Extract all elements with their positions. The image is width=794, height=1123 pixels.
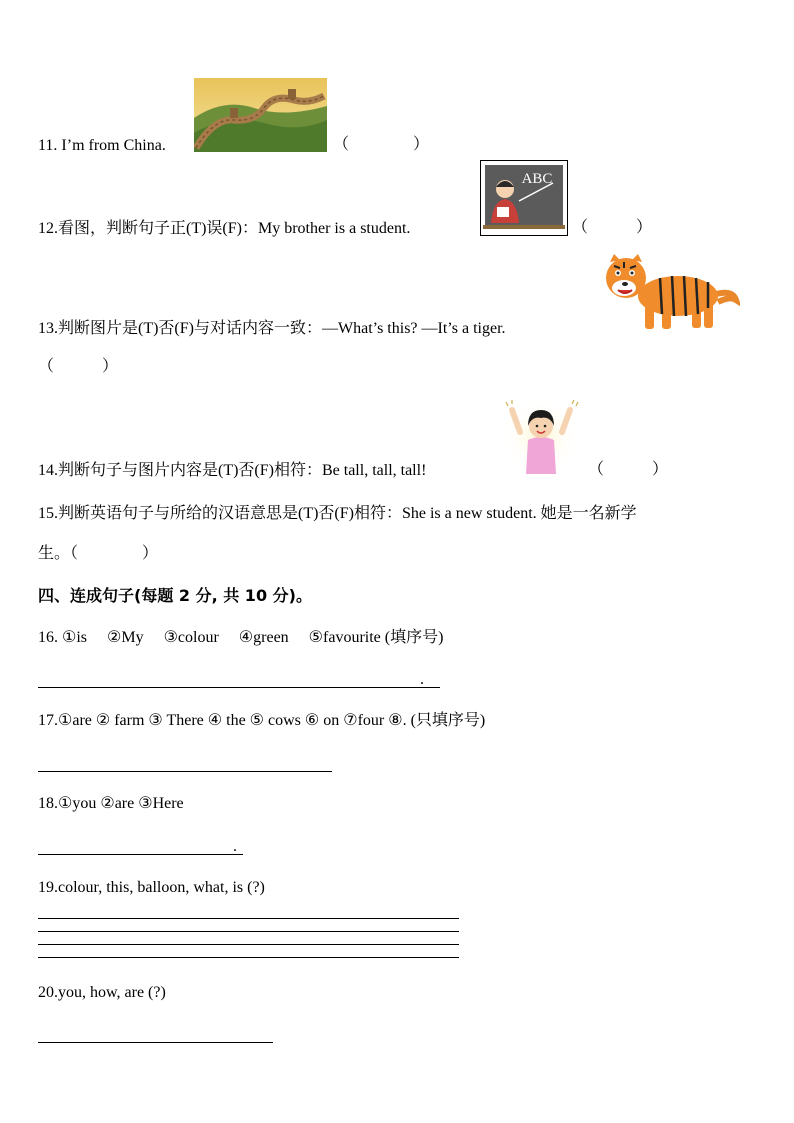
question-15-line1: 15.判断英语句子与所给的汉语意思是(T)否(F)相符：She is a new student. 她是一名新学 (38, 505, 637, 522)
question-15-line2[interactable]: 生。（ ） (38, 545, 159, 562)
question-11-answer[interactable]: （ ） (333, 136, 430, 153)
answer-line-18-end: . (233, 838, 237, 855)
answer-line-17[interactable] (38, 771, 332, 772)
answer-line-18[interactable] (38, 854, 243, 855)
question-14 (38, 461, 426, 481)
girl-cheering-icon (500, 396, 582, 476)
question-17: 17.①are ② farm ③ There ④ the ⑤ cows ⑥ on ⑦four ⑧. (只填序号) (38, 712, 486, 729)
tiger-icon (600, 248, 740, 334)
question-19: 19.colour, this, balloon, what, is (?) (38, 879, 265, 896)
question-13-text: 13.判断图片是(T)否(F)与对话内容一致：—What’s this? —It’s a tiger. (38, 320, 506, 337)
great-wall-icon (194, 78, 327, 152)
question-12-answer[interactable]: （ ） (572, 219, 653, 236)
answer-line-16-end: . (420, 671, 424, 688)
question-12-text: 12.看图，判断句子正(T)误(F)：My brother is a student. (38, 220, 411, 237)
question-16: 16. ①is ②My ③colour ④green ⑤favourite (填序号) (38, 629, 444, 646)
question-11 (38, 136, 166, 156)
teacher-blackboard-icon (480, 160, 568, 236)
answer-line-19c[interactable] (38, 944, 459, 945)
question-13-answer[interactable]: （ ） (38, 358, 119, 375)
question-13 (38, 319, 506, 339)
answer-line-19a[interactable] (38, 918, 459, 919)
answer-line-19b[interactable] (38, 931, 459, 932)
question-11-text: 11. I’m from China. (38, 137, 166, 154)
answer-line-16[interactable] (38, 687, 440, 688)
answer-line-19d[interactable] (38, 957, 459, 958)
question-14-text: 14.判断句子与图片内容是(T)否(F)相符：Be tall, tall, tall! (38, 462, 427, 479)
answer-line-20[interactable] (38, 1042, 273, 1043)
blackboard-text: ABC (521, 171, 553, 187)
question-14-answer[interactable]: （ ） (588, 461, 669, 478)
question-18: 18.①you ②are ③Here (38, 795, 184, 812)
section-heading: 四、连成句子(每题 2 分, 共 10 分)。 (38, 586, 312, 605)
question-20: 20.you, how, are (?) (38, 984, 166, 1001)
question-12 (38, 219, 410, 239)
